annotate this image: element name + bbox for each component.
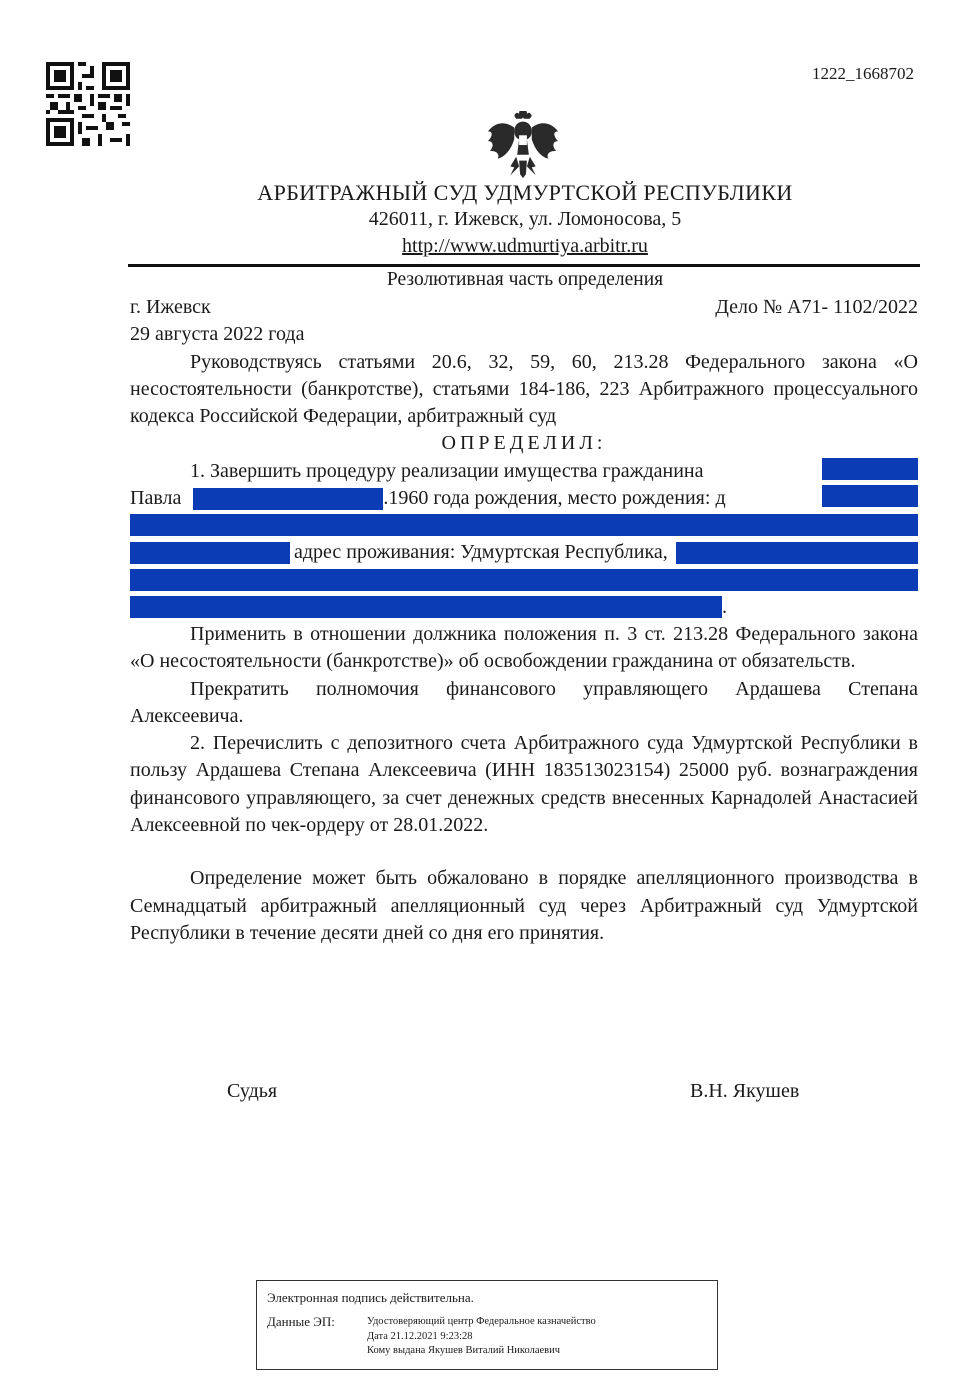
signature-issuer: Удостоверяющий центр Федеральное казначейство bbox=[367, 1316, 596, 1327]
signature-data-label: Данные ЭП: bbox=[267, 1314, 335, 1329]
header-divider bbox=[128, 264, 920, 267]
electronic-signature-box bbox=[256, 1280, 718, 1370]
redaction-block bbox=[130, 542, 290, 564]
document-body bbox=[130, 294, 918, 947]
apply-paragraph: Применить в отношении должника положения п. 3 ст. 213.28 Федерального закона «О несостоятельности (банкротстве)» об освобождении гражданина от обязательств. bbox=[130, 622, 918, 673]
item-1-line-1: 1. Завершить процедуру реализации имущества гражданина bbox=[190, 459, 704, 482]
terminate-paragraph: Прекратить полномочия финансового управляющего Ардашева Степана Алексеевича. bbox=[130, 677, 918, 727]
redaction-block bbox=[822, 458, 918, 480]
decision-date: 29 августа 2022 года bbox=[130, 323, 305, 346]
signature-date: Дата 21.12.2021 9:23:28 bbox=[367, 1330, 473, 1342]
redaction-block bbox=[130, 596, 722, 618]
item-1-birth: .1960 года рождения, место рождения: д bbox=[383, 487, 726, 510]
item-1-first-name: Павла bbox=[130, 487, 182, 510]
redaction-block bbox=[822, 485, 918, 507]
document-kind: Резолютивная часть определения bbox=[386, 269, 664, 290]
case-number: Дело № А71- 1102/2022 bbox=[715, 296, 918, 318]
qr-code bbox=[46, 62, 130, 146]
court-name: АРБИТРАЖНЫЙ СУД УДМУРТСКОЙ РЕСПУБЛИКИ bbox=[257, 180, 793, 205]
judge-label: Судья bbox=[227, 1080, 278, 1102]
signature-details bbox=[367, 1315, 596, 1359]
judge-name: В.Н. Якушев bbox=[690, 1080, 800, 1102]
redaction-block bbox=[193, 488, 383, 510]
redaction-block bbox=[130, 569, 918, 591]
item-1-address: адрес проживания: Удмуртская Республика, bbox=[294, 541, 668, 564]
intro-paragraph: Руководствуясь статьями 20.6, 32, 59, 60, 213.28 Федерального закона «О несостоятельности (банкротстве), статьями 184-186, 223 Арбитражного процессуального кодекса Российской Федерации, арбитражный суд bbox=[130, 350, 918, 428]
appeal-paragraph: Определение может быть обжаловано в порядке апелляционного производства в Семнадцатый арбитражный апелляционный суд через Арбитражный суд Удмуртской Республики в течение десяти дней со дня его принятия. bbox=[130, 867, 918, 944]
city: г. Ижевск bbox=[130, 296, 211, 318]
document-number: 1222_1668702 bbox=[812, 64, 914, 83]
item-2-paragraph: 2. Перечислить с депозитного счета Арбитражного суда Удмуртской Республики в пользу Ардашева Степана Алексеевича (ИНН 183513023154) 25000 руб. вознаграждения финансового управляющего, за счет денежных средств внесенных Карнадолей Анастасией Алексеевной по чек-ордеру от 28.01.2022. bbox=[130, 732, 918, 837]
redaction-block bbox=[676, 542, 918, 564]
city-case-row bbox=[130, 294, 918, 321]
item-1-end: . bbox=[722, 595, 727, 618]
decided-heading: ОПРЕДЕЛИЛ: bbox=[441, 432, 607, 455]
court-website-link[interactable]: http://www.udmurtiya.arbitr.ru bbox=[402, 235, 648, 257]
court-address: 426011, г. Ижевск, ул. Ломоносова, 5 bbox=[368, 208, 682, 230]
signature-status: Электронная подпись действительна. bbox=[267, 1290, 474, 1305]
signature-owner: Кому выдана Якушев Виталий Николаевич bbox=[367, 1345, 560, 1356]
item-1 bbox=[130, 458, 918, 621]
redaction-block bbox=[130, 514, 918, 536]
coat-of-arms-emblem bbox=[484, 110, 562, 182]
